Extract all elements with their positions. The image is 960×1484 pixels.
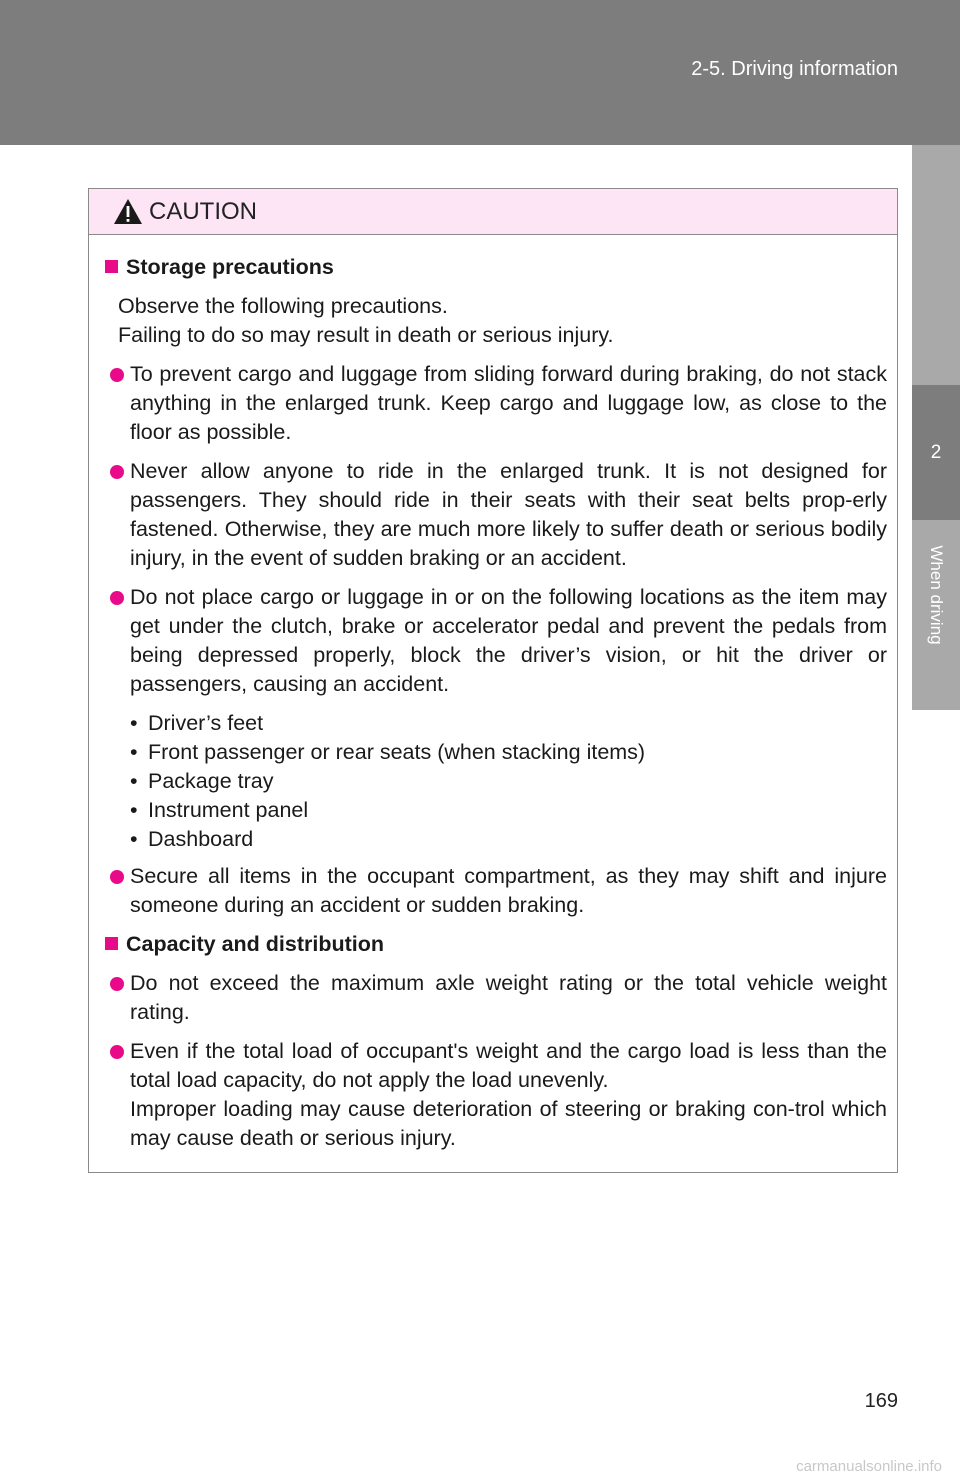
storage-bullet-1: To prevent cargo and luggage from sliding forward during braking, do not stack anything in the enlarged trunk. Keep cargo and luggage low, as close to the floor as possible. [130, 362, 887, 444]
location-item: • Package tray [130, 767, 887, 796]
caution-body [89, 235, 897, 1153]
list-item [105, 969, 887, 1027]
list-item [105, 457, 887, 573]
capacity-heading-text: Capacity and distribution [126, 932, 385, 956]
circle-bullet-icon [110, 591, 124, 605]
capacity-bullet-2-line-1: Even if the total load of occupant's weight and the cargo load is less than the total load capacity, do not apply the load unevenly. [130, 1039, 887, 1092]
storage-bullet-3: Do not place cargo or luggage in or on the following locations as the item may get under the clutch, brake or accelerator pedal and prevent the pedals from being depressed properly, block the driver’s vision, or hit the driver or passengers, causing an accident. [130, 585, 887, 696]
warning-triangle-icon [113, 198, 143, 225]
location-item: • Instrument panel [130, 796, 887, 825]
capacity-bullet-2-line-2: Improper loading may cause deterioration of steering or braking con-trol which may cause death or serious injury. [130, 1097, 887, 1150]
caution-title: CAUTION [149, 197, 257, 225]
location-item: • Driver’s feet [130, 709, 887, 738]
circle-bullet-icon [110, 368, 124, 382]
list-item [105, 583, 887, 699]
circle-bullet-icon [110, 870, 124, 884]
list-item [105, 862, 887, 920]
location-text: Package tray [148, 769, 274, 793]
location-text: Instrument panel [148, 798, 309, 822]
page-number: 169 [864, 1390, 898, 1412]
list-item [105, 360, 887, 447]
caution-header [89, 189, 897, 235]
caution-box [88, 188, 898, 1173]
circle-bullet-icon [110, 1045, 124, 1059]
section-title: 2-5. Driving information [691, 58, 898, 80]
location-text: Dashboard [148, 827, 254, 851]
square-bullet-icon [105, 260, 118, 273]
storage-intro-line-2: Failing to do so may result in death or serious injury. [118, 323, 614, 347]
storage-intro-line-1: Observe the following precautions. [118, 294, 448, 318]
storage-bullet-4: Secure all items in the occupant compartment, as they may shift and injure someone during an accident or sudden braking. [130, 864, 887, 917]
storage-heading [105, 253, 887, 282]
watermark: carmanualsonline.info [796, 1458, 942, 1475]
capacity-bullet-1: Do not exceed the maximum axle weight rating or the total vehicle weight rating. [130, 971, 887, 1024]
side-tab-label: When driving [927, 545, 946, 645]
location-text: Front passenger or rear seats (when stacking items) [148, 740, 646, 764]
capacity-heading [105, 930, 887, 959]
location-item: • Front passenger or rear seats (when stacking items) [130, 738, 887, 767]
locations-list [105, 709, 887, 854]
circle-bullet-icon [110, 465, 124, 479]
list-item [105, 1037, 887, 1153]
circle-bullet-icon [110, 977, 124, 991]
capacity-bullet-2 [130, 1037, 887, 1153]
storage-intro [105, 292, 887, 350]
storage-bullet-2: Never allow anyone to ride in the enlarged trunk. It is not designed for passengers. They should ride in their seats with their seat belts prop-erly fastened. Otherwise, they are much more likely to suffer death or serious bodily injury, in the event of sudden braking or an accident. [130, 459, 887, 570]
side-tab-chapter-number[interactable]: 2 [912, 385, 960, 520]
location-text: Driver’s feet [148, 711, 264, 735]
side-tab-upper [912, 145, 960, 385]
storage-heading-text: Storage precautions [126, 255, 334, 279]
square-bullet-icon [105, 937, 118, 950]
location-item: • Dashboard [130, 825, 887, 854]
